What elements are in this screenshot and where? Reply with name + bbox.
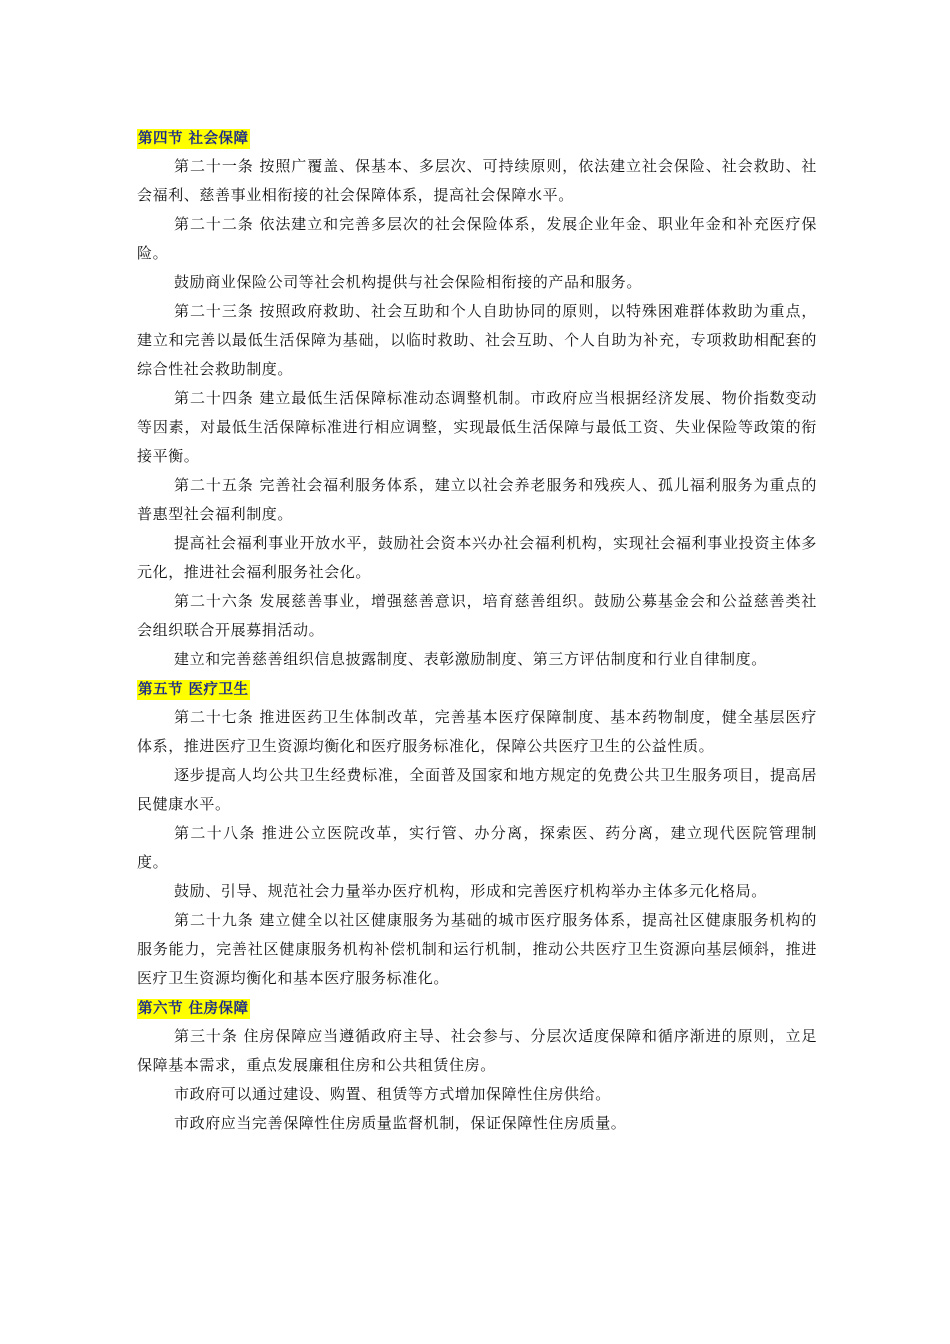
article-29: 第二十九条 建立健全以社区健康服务为基础的城市医疗服务体系，提高社区健康服务机构的服务能力，完善社区健康服务机构补偿机制和运行机制，推动公共医疗卫生资源向基层倾斜，推进医疗卫生资源均衡化和基本医疗服务标准化。 [137,911,817,987]
section-heading-text: 第六节 住房保障 [138,1001,249,1017]
section-heading-text: 第四节 社会保障 [138,131,249,147]
article-28: 第二十八条 推进公立医院改革，实行管、办分离，探索医、药分离，建立现代医院管理制度。 [137,824,817,871]
article-26: 第二十六条 发展慈善事业，增强慈善意识，培育慈善组织。鼓励公募基金会和公益慈善类社会组织联合开展募捐活动。 [137,592,817,639]
article-27-para-2: 逐步提高人均公共卫生经费标准，全面普及国家和地方规定的免费公共卫生服务项目，提高居民健康水平。 [137,766,817,813]
article-30: 第三十条 住房保障应当遵循政府主导、社会参与、分层次适度保障和循序渐进的原则，立足保障基本需求，重点发展廉租住房和公共租赁住房。 [137,1027,817,1074]
section-heading-housing [137,993,817,1022]
section-heading-text: 第五节 医疗卫生 [138,682,249,698]
article-25: 第二十五条 完善社会福利服务体系，建立以社会养老服务和残疾人、孤儿福利服务为重点的普惠型社会福利制度。 [137,476,817,523]
document-body [137,123,817,1138]
article-30-para-3: 市政府应当完善保障性住房质量监督机制，保证保障性住房质量。 [174,1114,627,1132]
article-23: 第二十三条 按照政府救助、社会互助和个人自助协同的原则，以特殊困难群体救助为重点，建立和完善以最低生活保障为基础，以临时救助、社会互助、个人自助为补充，专项救助相配套的综合性社会救助制度。 [137,302,817,378]
article-28-para-2: 鼓励、引导、规范社会力量举办医疗机构，形成和完善医疗机构举办主体多元化格局。 [174,882,767,900]
article-26-para-2: 建立和完善慈善组织信息披露制度、表彰激励制度、第三方评估制度和行业自律制度。 [174,650,767,668]
article-24: 第二十四条 建立最低生活保障标准动态调整机制。市政府应当根据经济发展、物价指数变动等因素，对最低生活保障标准进行相应调整，实现最低生活保障与最低工资、失业保险等政策的衔接平衡。 [137,389,817,465]
section-heading-social-security [137,123,817,152]
article-27: 第二十七条 推进医药卫生体制改革，完善基本医疗保障制度、基本药物制度，健全基层医疗体系，推进医疗卫生资源均衡化和医疗服务标准化，保障公共医疗卫生的公益性质。 [137,708,817,755]
article-21: 第二十一条 按照广覆盖、保基本、多层次、可持续原则，依法建立社会保险、社会救助、社会福利、慈善事业相衔接的社会保障体系，提高社会保障水平。 [137,157,817,204]
article-22: 第二十二条 依法建立和完善多层次的社会保险体系，发展企业年金、职业年金和补充医疗保险。 [137,215,817,262]
article-22-para-2: 鼓励商业保险公司等社会机构提供与社会保险相衔接的产品和服务。 [174,273,643,291]
article-25-para-2: 提高社会福利事业开放水平，鼓励社会资本兴办社会福利机构，实现社会福利事业投资主体多元化，推进社会福利服务社会化。 [137,534,817,581]
article-30-para-2: 市政府可以通过建设、购置、租赁等方式增加保障性住房供给。 [174,1085,611,1103]
section-heading-healthcare [137,674,817,703]
